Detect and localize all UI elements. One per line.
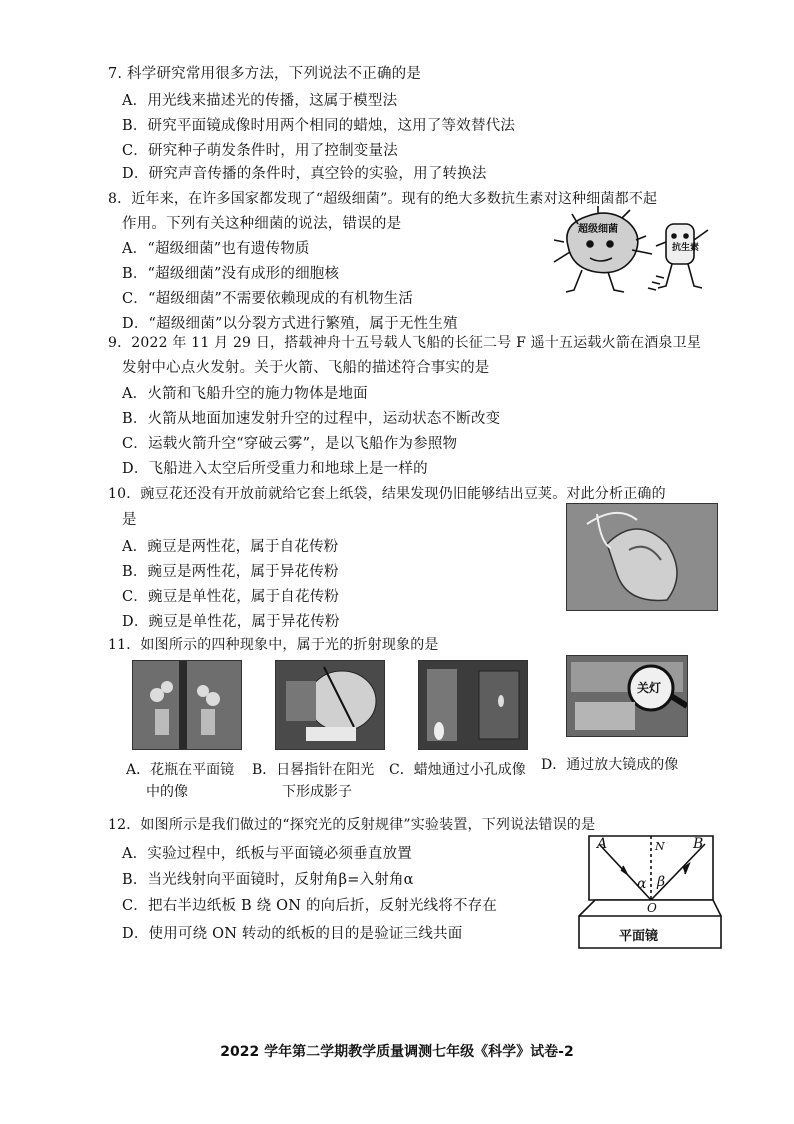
q11-photo-a-mirror-vase bbox=[132, 660, 242, 750]
q10-stem-line2: 是 bbox=[122, 512, 137, 528]
page-footer: 2022 学年第二学期教学质量调测七年级《科学》试卷-2 bbox=[220, 1044, 574, 1060]
diagram-label-o: O bbox=[647, 901, 657, 915]
diagram-label-a: A bbox=[597, 836, 608, 852]
q11-caption-a-line2: 中的像 bbox=[146, 784, 188, 800]
reflection-diagram-drawing bbox=[575, 830, 725, 956]
q7-option-b: B．研究平面镜成像时用两个相同的蜡烛，这用了等效替代法 bbox=[122, 118, 516, 134]
q8-option-a: A．“超级细菌”也有遗传物质 bbox=[122, 241, 310, 257]
magnifier-text: 关灯 bbox=[637, 681, 662, 695]
q11-photo-a-drawing bbox=[133, 661, 241, 749]
q11-photo-d-magnifier bbox=[566, 655, 688, 737]
diagram-label-n: N bbox=[655, 840, 665, 853]
diagram-label-beta: β bbox=[657, 874, 666, 890]
q10-option-c: C．豌豆是单性花，属于自花传粉 bbox=[122, 589, 340, 605]
q11-photo-b-sundial bbox=[275, 660, 385, 750]
q11-caption-a-line1: A．花瓶在平面镜 bbox=[126, 762, 235, 778]
q10-option-d: D．豌豆是单性花，属于异花传粉 bbox=[122, 614, 340, 630]
q8-stem-line1: 8．近年来，在许多国家都发现了“超级细菌”。现有的绝大多数抗生素对这种细菌都不起 bbox=[108, 191, 658, 207]
q11-photo-c-drawing bbox=[419, 661, 527, 749]
diagram-label-b: B bbox=[693, 836, 704, 852]
q11-photo-d-drawing bbox=[567, 656, 687, 736]
q10-option-a: A．豌豆是两性花，属于自花传粉 bbox=[122, 539, 339, 555]
q10-stem-line1: 10．豌豆花还没有开放前就给它套上纸袋，结果发现仍旧能够结出豆荚。对此分析正确的 bbox=[108, 486, 666, 502]
q11-photo-b-drawing bbox=[276, 661, 384, 749]
q7-stem: 7. 科学研究常用很多方法，下列说法不正确的是 bbox=[108, 66, 422, 82]
superbug-cartoon-drawing bbox=[548, 206, 718, 300]
q9-option-a: A．火箭和飞船升空的施力物体是地面 bbox=[122, 386, 368, 402]
q10-option-b: B．豌豆是两性花，属于异花传粉 bbox=[122, 564, 339, 580]
q8-option-c: C．“超级细菌”不需要依赖现成的有机物生活 bbox=[122, 291, 414, 307]
q8-option-d: D．“超级细菌”以分裂方式进行繁殖，属于无性生殖 bbox=[122, 316, 458, 332]
q7-option-c: C．研究种子萌发条件时，用了控制变量法 bbox=[122, 143, 398, 159]
q12-option-d: D．使用可绕 ON 转动的纸板的目的是验证三线共面 bbox=[122, 926, 463, 942]
q11-caption-d: D．通过放大镜成的像 bbox=[541, 757, 679, 773]
q12-option-a: A．实验过程中，纸板与平面镜必须垂直放置 bbox=[122, 846, 412, 862]
superbug-cartoon bbox=[548, 206, 718, 300]
q11-caption-b-line1: B．日晷指针在阳光 bbox=[252, 762, 375, 778]
q9-option-b: B．火箭从地面加速发射升空的过程中，运动状态不断改变 bbox=[122, 411, 501, 427]
q7-option-a: A．用光线来描述光的传播，这属于模型法 bbox=[122, 93, 398, 109]
q9-stem-line2: 发射中心点火发射。关于火箭、飞船的描述符合事实的是 bbox=[122, 360, 490, 376]
q8-stem-line2: 作用。下列有关这种细菌的说法，错误的是 bbox=[122, 216, 402, 232]
q9-option-d: D．飞船进入太空后所受重力和地球上是一样的 bbox=[122, 461, 428, 477]
reflection-diagram bbox=[575, 830, 725, 956]
q11-caption-c: C．蜡烛通过小孔成像 bbox=[389, 762, 526, 778]
q7-option-d: D．研究声音传播的条件时，真空铃的实验，用了转换法 bbox=[122, 166, 487, 182]
mirror-label: 平面镜 bbox=[619, 929, 659, 944]
pea-pod-drawing bbox=[567, 504, 717, 610]
q11-caption-b-line2: 下形成影子 bbox=[282, 784, 352, 800]
pea-pod-photo bbox=[566, 503, 718, 611]
antibiotic-label: 抗生素 bbox=[672, 243, 700, 253]
diagram-label-alpha: α bbox=[637, 876, 647, 892]
q9-option-c: C．运载火箭升空“穿破云雾”，是以飞船作为参照物 bbox=[122, 436, 458, 452]
q12-stem: 12．如图所示是我们做过的“探究光的反射规律”实验装置，下列说法错误的是 bbox=[108, 817, 596, 833]
q12-option-c: C．把右半边纸板 B 绕 ON 的向后折，反射光线将不存在 bbox=[122, 898, 498, 914]
q12-option-b: B．当光线射向平面镜时，反射角β=入射角α bbox=[122, 872, 414, 888]
q9-stem-line1: 9．2022 年 11 月 29 日，搭载神舟十五号载人飞船的长征二号 F 遥十五运载火箭在酒泉卫星 bbox=[108, 335, 702, 351]
q11-photo-c-pinhole bbox=[418, 660, 528, 750]
superbug-label: 超级细菌 bbox=[578, 224, 618, 235]
q11-stem: 11．如图所示的四种现象中，属于光的折射现象的是 bbox=[108, 637, 439, 653]
q8-option-b: B．“超级细菌”没有成形的细胞核 bbox=[122, 266, 340, 282]
